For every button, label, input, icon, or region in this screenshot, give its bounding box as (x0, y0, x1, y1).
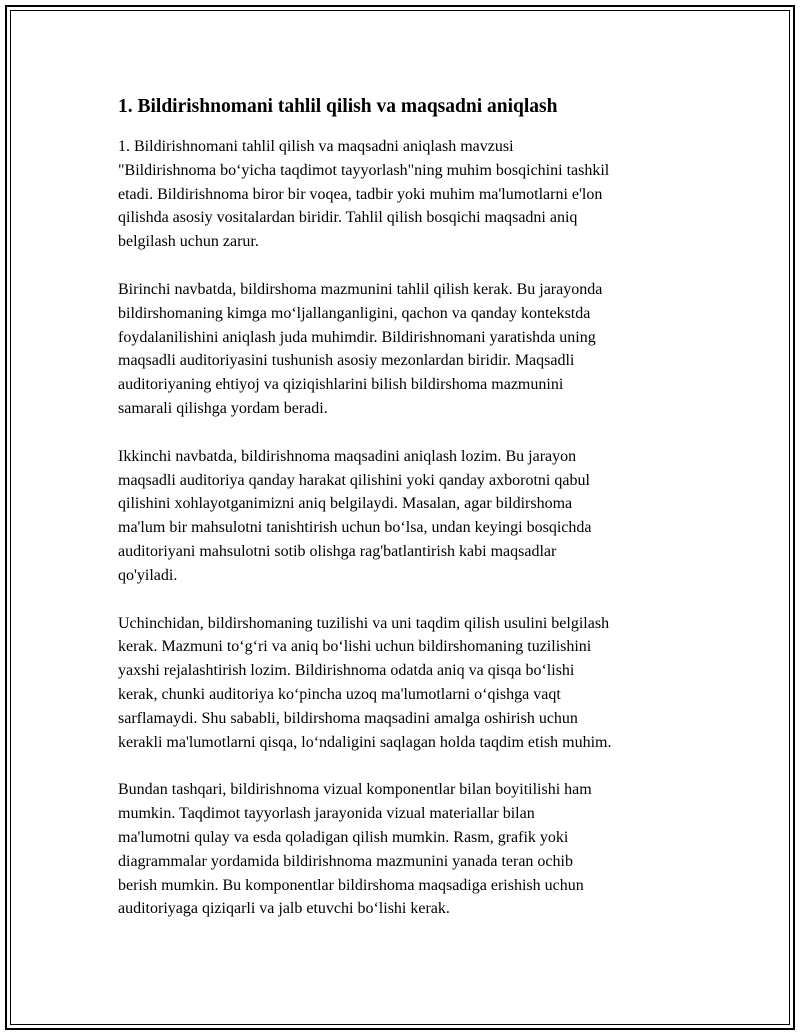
document-body (118, 95, 690, 945)
paragraph-3: Ikkinchi navbatda, bildirishnoma maqsadini aniqlash lozim. Bu jarayon maqsadli auditoriya qanday harakat qilishini yoki qanday axborotni qabul qilishini xohlayotganimizni aniq belgilaydi. Masalan, agar bildirshoma ma'lum bir mahsulotni tanishtirish uchun bo‘lsa, undan keyingi bosqichda auditoriyani mahsulotni sotib olishga rag'batlantirish kabi maqsadlar qo'yiladi. (118, 447, 592, 584)
paragraph-1: 1. Bildirishnomani tahlil qilish va maqsadni aniqlash mavzusi "Bildirishnoma bo‘yicha taqdimot tayyorlash"ning muhim bosqichini tashkil etadi. Bildirishnoma biror bir voqea, tadbir yoki muhim ma'lumotlarni e'lon qilishda asosiy vositalardan biridir. Tahlil qilish bosqichi maqsadni aniq belgilash uchun zarur. (118, 138, 610, 251)
paragraph-4: Uchinchidan, bildirshomaning tuzilishi va uni taqdim qilish usulini belgilash kerak. Mazmuni to‘g‘ri va aniq bo‘lishi uchun bildirshomaning tuzilishini yaxshi rejalashtirish lozim. Bildirishnoma odatda aniq va qisqa bo‘lishi kerak, chunki auditoriya ko‘pincha uzoq ma'lumotlarni o‘qishga vaqt sarflamaydi. Shu sababli, bildirshoma maqsadini amalga oshirish uchun kerakli ma'lumotlarni qisqa, lo‘ndaligini saqlagan holda taqdim etish muhim. (118, 614, 612, 751)
paragraph-2: Birinchi navbatda, bildirshoma mazmunini tahlil qilish kerak. Bu jarayonda bildirshomaning kimga mo‘ljallanganligini, qachon va qanday kontekstda foydalanilishini aniqlash juda muhimdir. Bildirishnomani yaratishda uning maqsadli auditoriyasini tushunish asosiy mezonlardan biridir. Maqsadli auditoriyaning ehtiyoj va qiziqishlarini bilish bildirshoma mazmunini samarali qilishga yordam beradi. (118, 280, 603, 417)
paragraph-5: Bundan tashqari, bildirishnoma vizual komponentlar bilan boyitilishi ham mumkin. Taqdimot tayyorlash jarayonida vizual materiallar bilan ma'lumotni qulay va esda qoladigan qilish mumkin. Rasm, grafik yoki diagrammalar yordamida bildirishnoma mazmunini yanada teran ochib berish mumkin. Bu komponentlar bildirshoma maqsadiga erishish uchun auditoriyaga qiziqarli va jalb etuvchi bo‘lishi kerak. (118, 781, 592, 918)
document-title: 1. Bildirishnomani tahlil qilish va maqsadni aniqlash (118, 96, 558, 117)
